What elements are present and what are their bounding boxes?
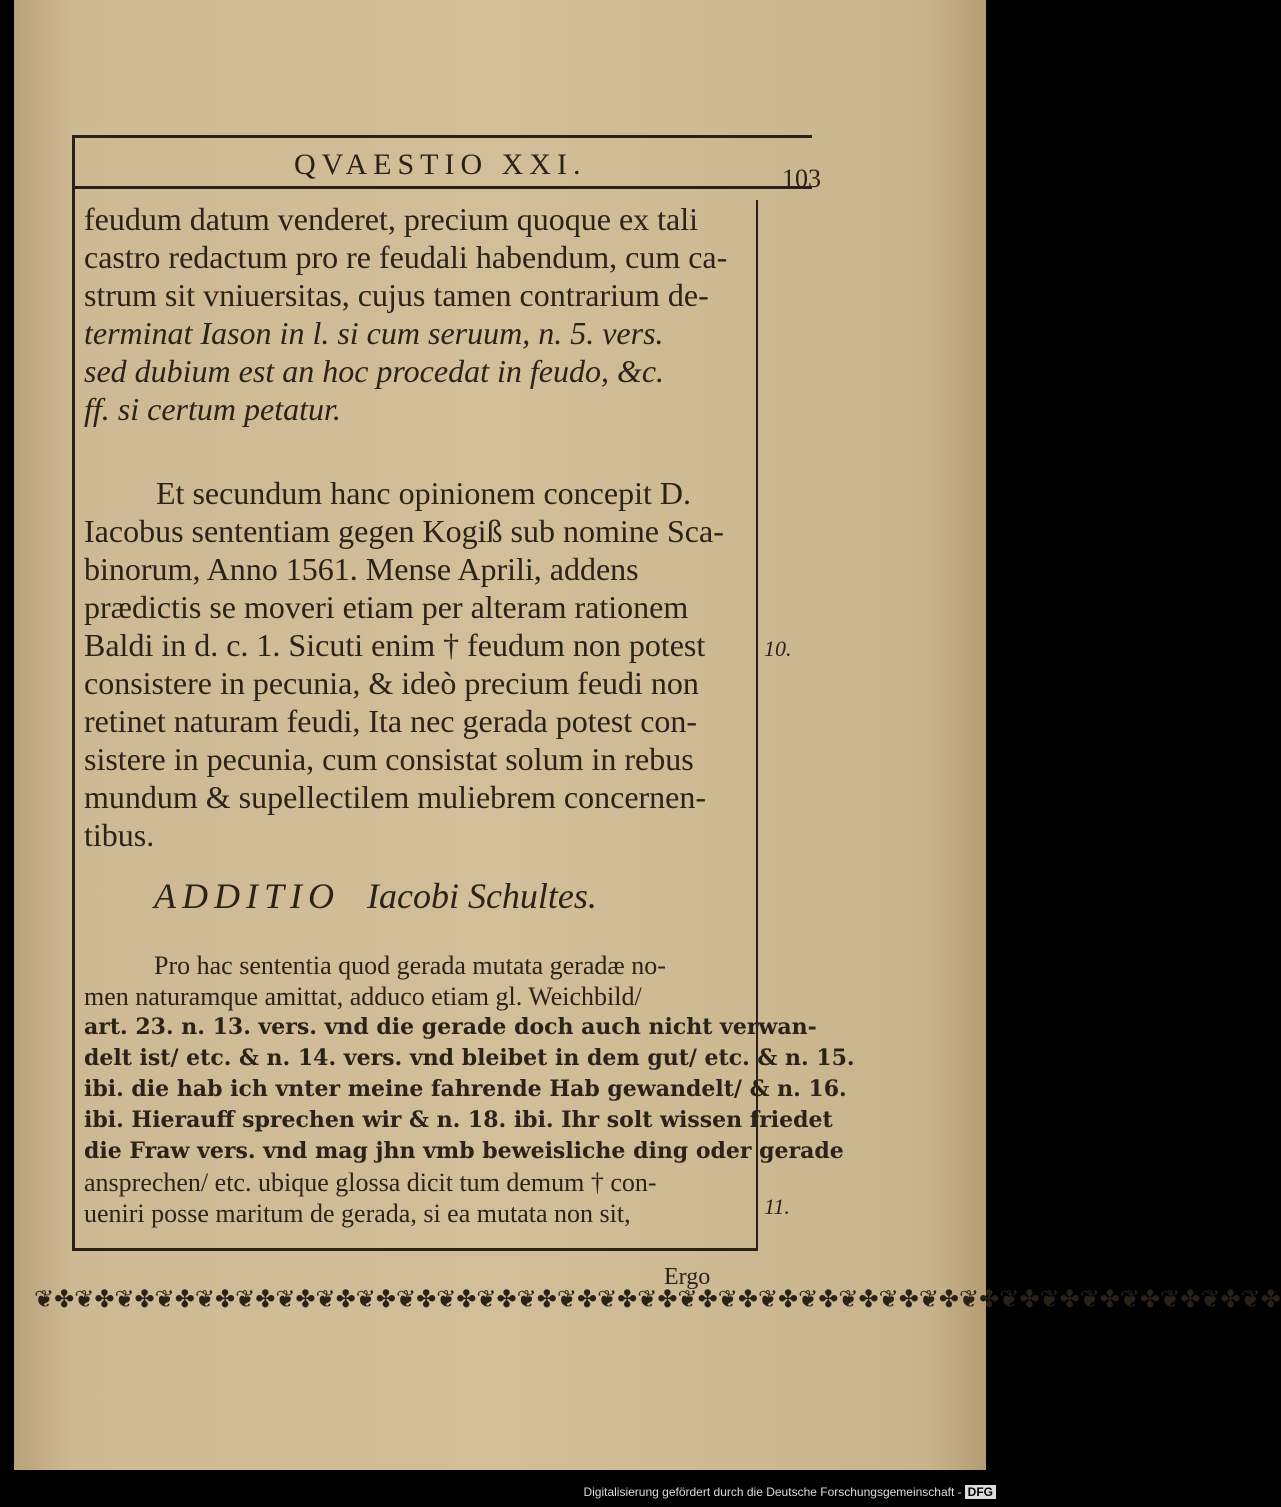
text-line: castro redactum pro re feudali habendum, cum ca- — [84, 239, 728, 275]
addition-heading-word: ADDITIO — [154, 876, 340, 916]
left-frame-rule — [72, 135, 75, 1250]
addition-heading-author: Iacobi Schultes. — [366, 876, 597, 916]
addition-heading — [154, 875, 597, 917]
text-line: ueniri posse maritum de gerada, si ea mutata non sit, — [84, 1199, 631, 1228]
text-line: ibi. Hierauff sprechen wir & n. 18. ibi. Ihr solt wissen friedet — [84, 1107, 833, 1133]
text-line: strum sit vniuersitas, cujus tamen contrarium de- — [84, 277, 709, 313]
paragraph-3 — [84, 950, 855, 1229]
text-line: mundum & supellectilem muliebrem concernen- — [84, 779, 707, 815]
digitization-footer — [583, 1485, 996, 1499]
dfg-logo: DFG — [965, 1485, 996, 1499]
text-line: feudum datum venderet, precium quoque ex tali — [84, 201, 699, 237]
text-line: sistere in pecunia, cum consistat solum in rebus — [84, 741, 694, 777]
text-line: prædictis se moveri etiam per alteram rationem — [84, 589, 689, 625]
footer-text: Digitalisierung gefördert durch die Deutsche Forschungsgemeinschaft - — [583, 1485, 962, 1499]
text-line: Iacobus sententiam gegen Kogiß sub nomine Sca- — [84, 513, 724, 549]
text-line: tibus. — [84, 817, 155, 853]
top-double-rule — [72, 135, 812, 138]
paragraph-1 — [84, 200, 784, 428]
text-line: sed dubium est an hoc procedat in feudo, &c. — [84, 353, 665, 389]
text-line: delt ist/ etc. & n. 14. vers. vnd bleibet in dem gut/ etc. & n. 15. — [84, 1045, 855, 1071]
text-line: ibi. die hab ich vnter meine fahrende Hab gewandelt/ & n. 16. — [84, 1076, 847, 1102]
text-line: ff. si certum petatur. — [84, 391, 341, 427]
text-line: ansprechen/ etc. ubique glossa dicit tum demum † con- — [84, 1168, 657, 1197]
text-line: retinet naturam feudi, Ita nec gerada potest con- — [84, 703, 698, 739]
catchword: Ergo — [664, 1264, 711, 1290]
margin-note-10: 10. — [764, 636, 792, 661]
bottom-rule — [72, 1248, 758, 1251]
text-line: Baldi in d. c. 1. Sicuti enim † feudum non potest — [84, 627, 706, 663]
text-line: men naturamque amittat, adduco etiam gl. Weichbild/ — [84, 982, 642, 1011]
ornament-border: ❦✤❦✤❦✤❦✤❦✤❦✤❦✤❦✤❦✤❦✤❦✤❦✤❦✤❦✤❦✤❦✤❦✤❦✤❦✤❦✤❦✤❦✤❦✤❦✤❦✤❦✤❦✤❦✤❦✤❦✤❦✤ — [34, 1287, 1281, 1313]
text-line: die Fraw vers. vnd mag jhn vmb beweisliche ding oder gerade — [84, 1138, 844, 1164]
header-rule — [72, 186, 812, 189]
page-number: 103 — [782, 164, 821, 193]
text-line: Et secundum hanc opinionem concepit D. — [156, 475, 691, 511]
running-header: QVAESTIO XXI. — [294, 148, 587, 181]
book-page — [14, 0, 1281, 1470]
text-line: terminat Iason in l. si cum seruum, n. 5. vers. — [84, 315, 664, 351]
text-line: Pro hac sententia quod gerada mutata geradæ no- — [154, 951, 666, 980]
text-line: consistere in pecunia, & ideò precium feudi non — [84, 665, 699, 701]
margin-note-11: 11. — [764, 1194, 790, 1219]
text-line: binorum, Anno 1561. Mense Aprili, addens — [84, 551, 639, 587]
paragraph-2 — [84, 474, 784, 854]
text-line: art. 23. n. 13. vers. vnd die gerade doch auch nicht verwan- — [84, 1014, 817, 1040]
